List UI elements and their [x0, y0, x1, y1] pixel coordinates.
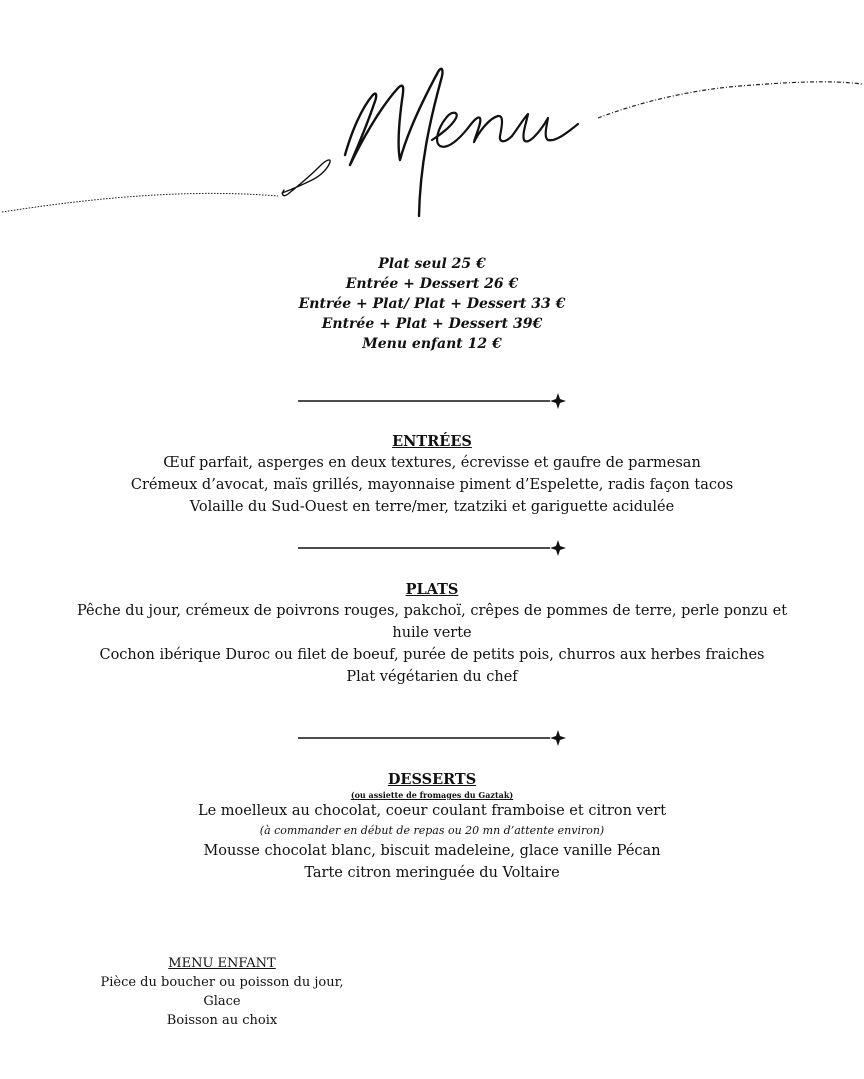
- menu-title-logo: [0, 0, 864, 230]
- plat-item: Pêche du jour, crémeux de poivrons rouges, pakchoï, crêpes de pommes de terre, perle ponzu et huile verte: [76, 603, 788, 641]
- desserts-section: [0, 770, 864, 884]
- entrees-title: ENTRÉES: [392, 433, 472, 450]
- dessert-item: Mousse chocolat blanc, biscuit madeleine, glace vanille Pécan: [203, 843, 661, 859]
- desserts-title: DESSERTS: [387, 771, 477, 788]
- price-line: Plat seul 25 €: [378, 256, 486, 272]
- left-flourish: [2, 193, 278, 212]
- plat-item: Plat végétarien du chef: [346, 669, 518, 685]
- entrees-section: [0, 432, 864, 518]
- right-flourish: [598, 82, 862, 118]
- kids-menu-item: Glace: [203, 994, 241, 1009]
- four-point-star-icon: [550, 393, 566, 409]
- plats-section: [0, 580, 864, 688]
- price-line: Menu enfant 12 €: [362, 336, 502, 352]
- letter-n: [468, 116, 512, 142]
- entree-item: Volaille du Sud-Ouest en terre/mer, tzatziki et gariguette acidulée: [189, 499, 675, 515]
- plats-title: PLATS: [405, 581, 459, 598]
- plat-item: Cochon ibérique Duroc ou filet de boeuf, purée de petits pois, churros aux herbes fraiches: [99, 647, 765, 663]
- entree-item: Œuf parfait, asperges en deux textures, écrevisse et gaufre de parmesan: [163, 455, 701, 471]
- four-point-star-icon: [550, 730, 566, 746]
- price-line: Entrée + Dessert 26 €: [345, 276, 519, 292]
- price-list: [0, 254, 864, 354]
- kids-menu-item: Boisson au choix: [166, 1013, 278, 1028]
- four-point-star-icon: [550, 540, 566, 556]
- kids-menu: [90, 954, 354, 1030]
- price-line: Entrée + Plat/ Plat + Dessert 33 €: [298, 296, 566, 312]
- dessert-item: Le moelleux au chocolat, coeur coulant framboise et citron vert: [197, 803, 667, 819]
- dessert-item: Tarte citron meringuée du Voltaire: [304, 865, 560, 881]
- dessert-item-note: (à commander en début de repas ou 20 mn d’attente environ): [259, 824, 605, 837]
- letter-u: [512, 114, 578, 141]
- letter-e: [432, 113, 468, 147]
- menu-script-title: [0, 0, 864, 230]
- section-divider: [296, 730, 571, 746]
- entree-item: Crémeux d’avocat, maïs grillés, mayonnaise piment d’Espelette, radis façon tacos: [130, 477, 734, 493]
- left-loop: [282, 160, 330, 196]
- section-divider: [296, 393, 571, 409]
- section-divider: [296, 540, 571, 556]
- kids-menu-title: MENU ENFANT: [168, 956, 276, 971]
- price-line: Entrée + Plat + Dessert 39€: [321, 316, 543, 332]
- letter-m: [345, 69, 442, 216]
- kids-menu-item: Pièce du boucher ou poisson du jour,: [100, 975, 344, 990]
- desserts-cheese-note: (ou assiette de fromages du Gaztak): [350, 790, 514, 800]
